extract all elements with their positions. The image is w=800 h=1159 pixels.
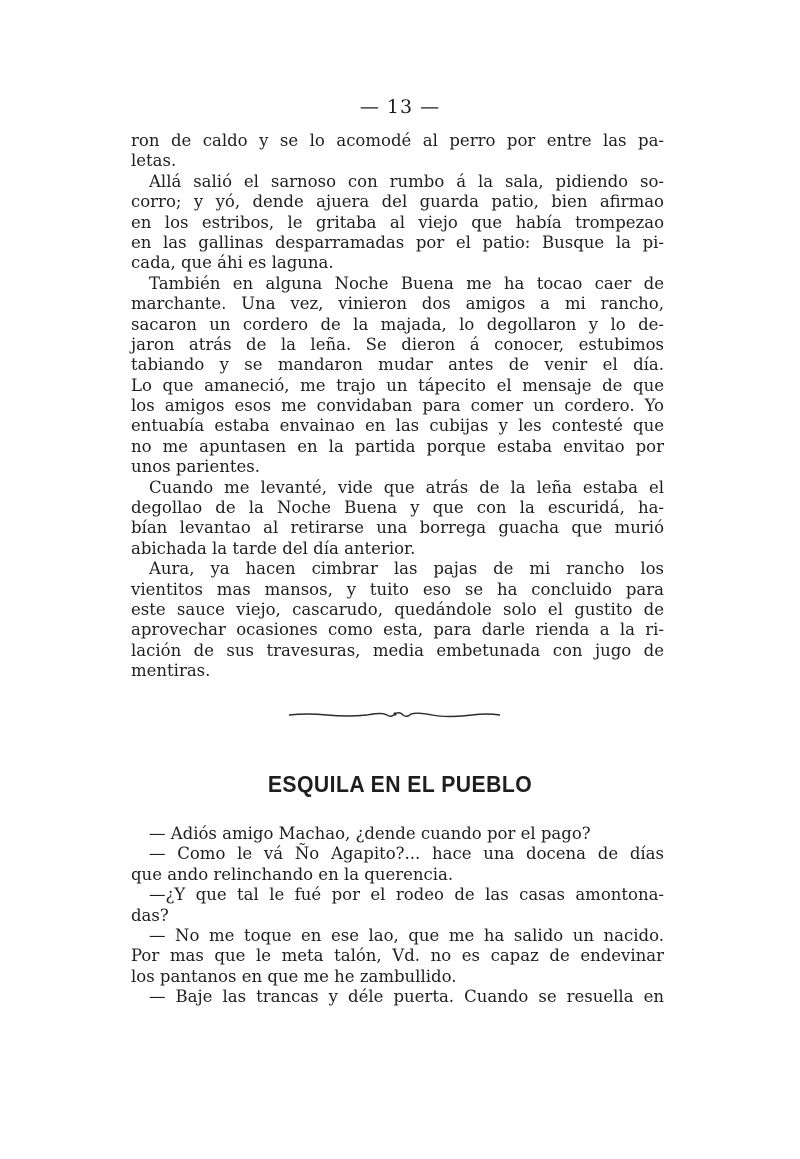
text-line: en las gallinas desparramadas por el patio: Busque la pi- (131, 232, 664, 252)
text-line: en los estribos, le gritaba al viejo que había trompezao (131, 212, 664, 232)
narrative-text (131, 131, 664, 682)
text-line: ron de caldo y se lo acomodé al perro por entre las pa- (131, 131, 664, 150)
text-line: Aura, ya hacen cimbrar las pajas de mi rancho los (149, 559, 664, 579)
text-line: vientitos mas mansos, y tuito eso se ha concluido para (131, 579, 664, 599)
section-title: ESQUILA EN EL PUEBLO (267, 771, 533, 797)
text-line: que ando relinchando en la querencia. (131, 864, 454, 884)
text-line: aprovechar ocasiones como esta, para darle rienda a la ri- (131, 620, 664, 640)
text-line: —¿Y que tal le fué por el rodeo de las casas amontona- (149, 885, 664, 905)
text-line: los pantanos en que me he zambullido. (131, 966, 457, 986)
text-line: lación de sus travesuras, media embetunada con jugo de (131, 640, 664, 660)
text-line: También en alguna Noche Buena me ha tocao caer de (149, 273, 664, 293)
text-line: — Adiós amigo Machao, ¿dende cuando por el pago? (149, 824, 591, 843)
text-line: Cuando me levanté, vide que atrás de la leña estaba el (149, 477, 664, 497)
ornament-divider (287, 706, 502, 722)
text-line: degollao de la Noche Buena y que con la escuridá, ha- (131, 498, 664, 518)
text-line: jaron atrás de la leña. Se dieron á conocer, estubimos (131, 334, 664, 354)
text-line: — Baje las trancas y déle puerta. Cuando se resuella en (149, 987, 664, 1007)
text-line: bían levantao al retirarse una borrega guacha que murió (131, 518, 664, 538)
text-line: cada, que áhi es laguna. (131, 253, 334, 273)
text-line: entuabía estaba envainao en las cubijas y les contesté que (131, 416, 664, 436)
text-line: tabiando y se mandaron mudar antes de venir el día. (131, 355, 664, 375)
text-line: das? (131, 905, 169, 925)
text-line: abichada la tarde del día anterior. (131, 538, 416, 558)
text-line: sacaron un cordero de la majada, lo degollaron y lo de- (131, 314, 664, 334)
text-line: unos parientes. (131, 457, 260, 477)
text-line: Por mas que le meta talón, Vd. no es capaz de endevinar (131, 946, 664, 966)
text-line: letas. (131, 151, 177, 171)
text-line: — No me toque en ese lao, que me ha salido un nacido. (149, 925, 664, 945)
text-line: Lo que amaneció, me trajo un tápecito el mensaje de que (131, 375, 664, 395)
text-line: — Como le vá Ño Agapito?... hace una docena de días (149, 844, 664, 864)
text-line: corro; y yó, dende ajuera del guarda patio, bien afirmao (131, 192, 664, 212)
page-number: — 13 — (359, 96, 441, 118)
dialogue-text (131, 824, 664, 1008)
text-line: marchante. Una vez, vinieron dos amigos a mi rancho, (131, 294, 664, 314)
text-line: este sauce viejo, cascarudo, quedándole solo el gustito de (131, 599, 664, 619)
text-line: Allá salió el sarnoso con rumbo á la sala, pidiendo so- (149, 171, 664, 191)
text-line: mentiras. (131, 661, 211, 681)
text-line: no me apuntasen en la partida porque estaba envitao por (131, 436, 664, 456)
text-line: los amigos esos me convidaban para comer un cordero. Yo (131, 396, 664, 416)
